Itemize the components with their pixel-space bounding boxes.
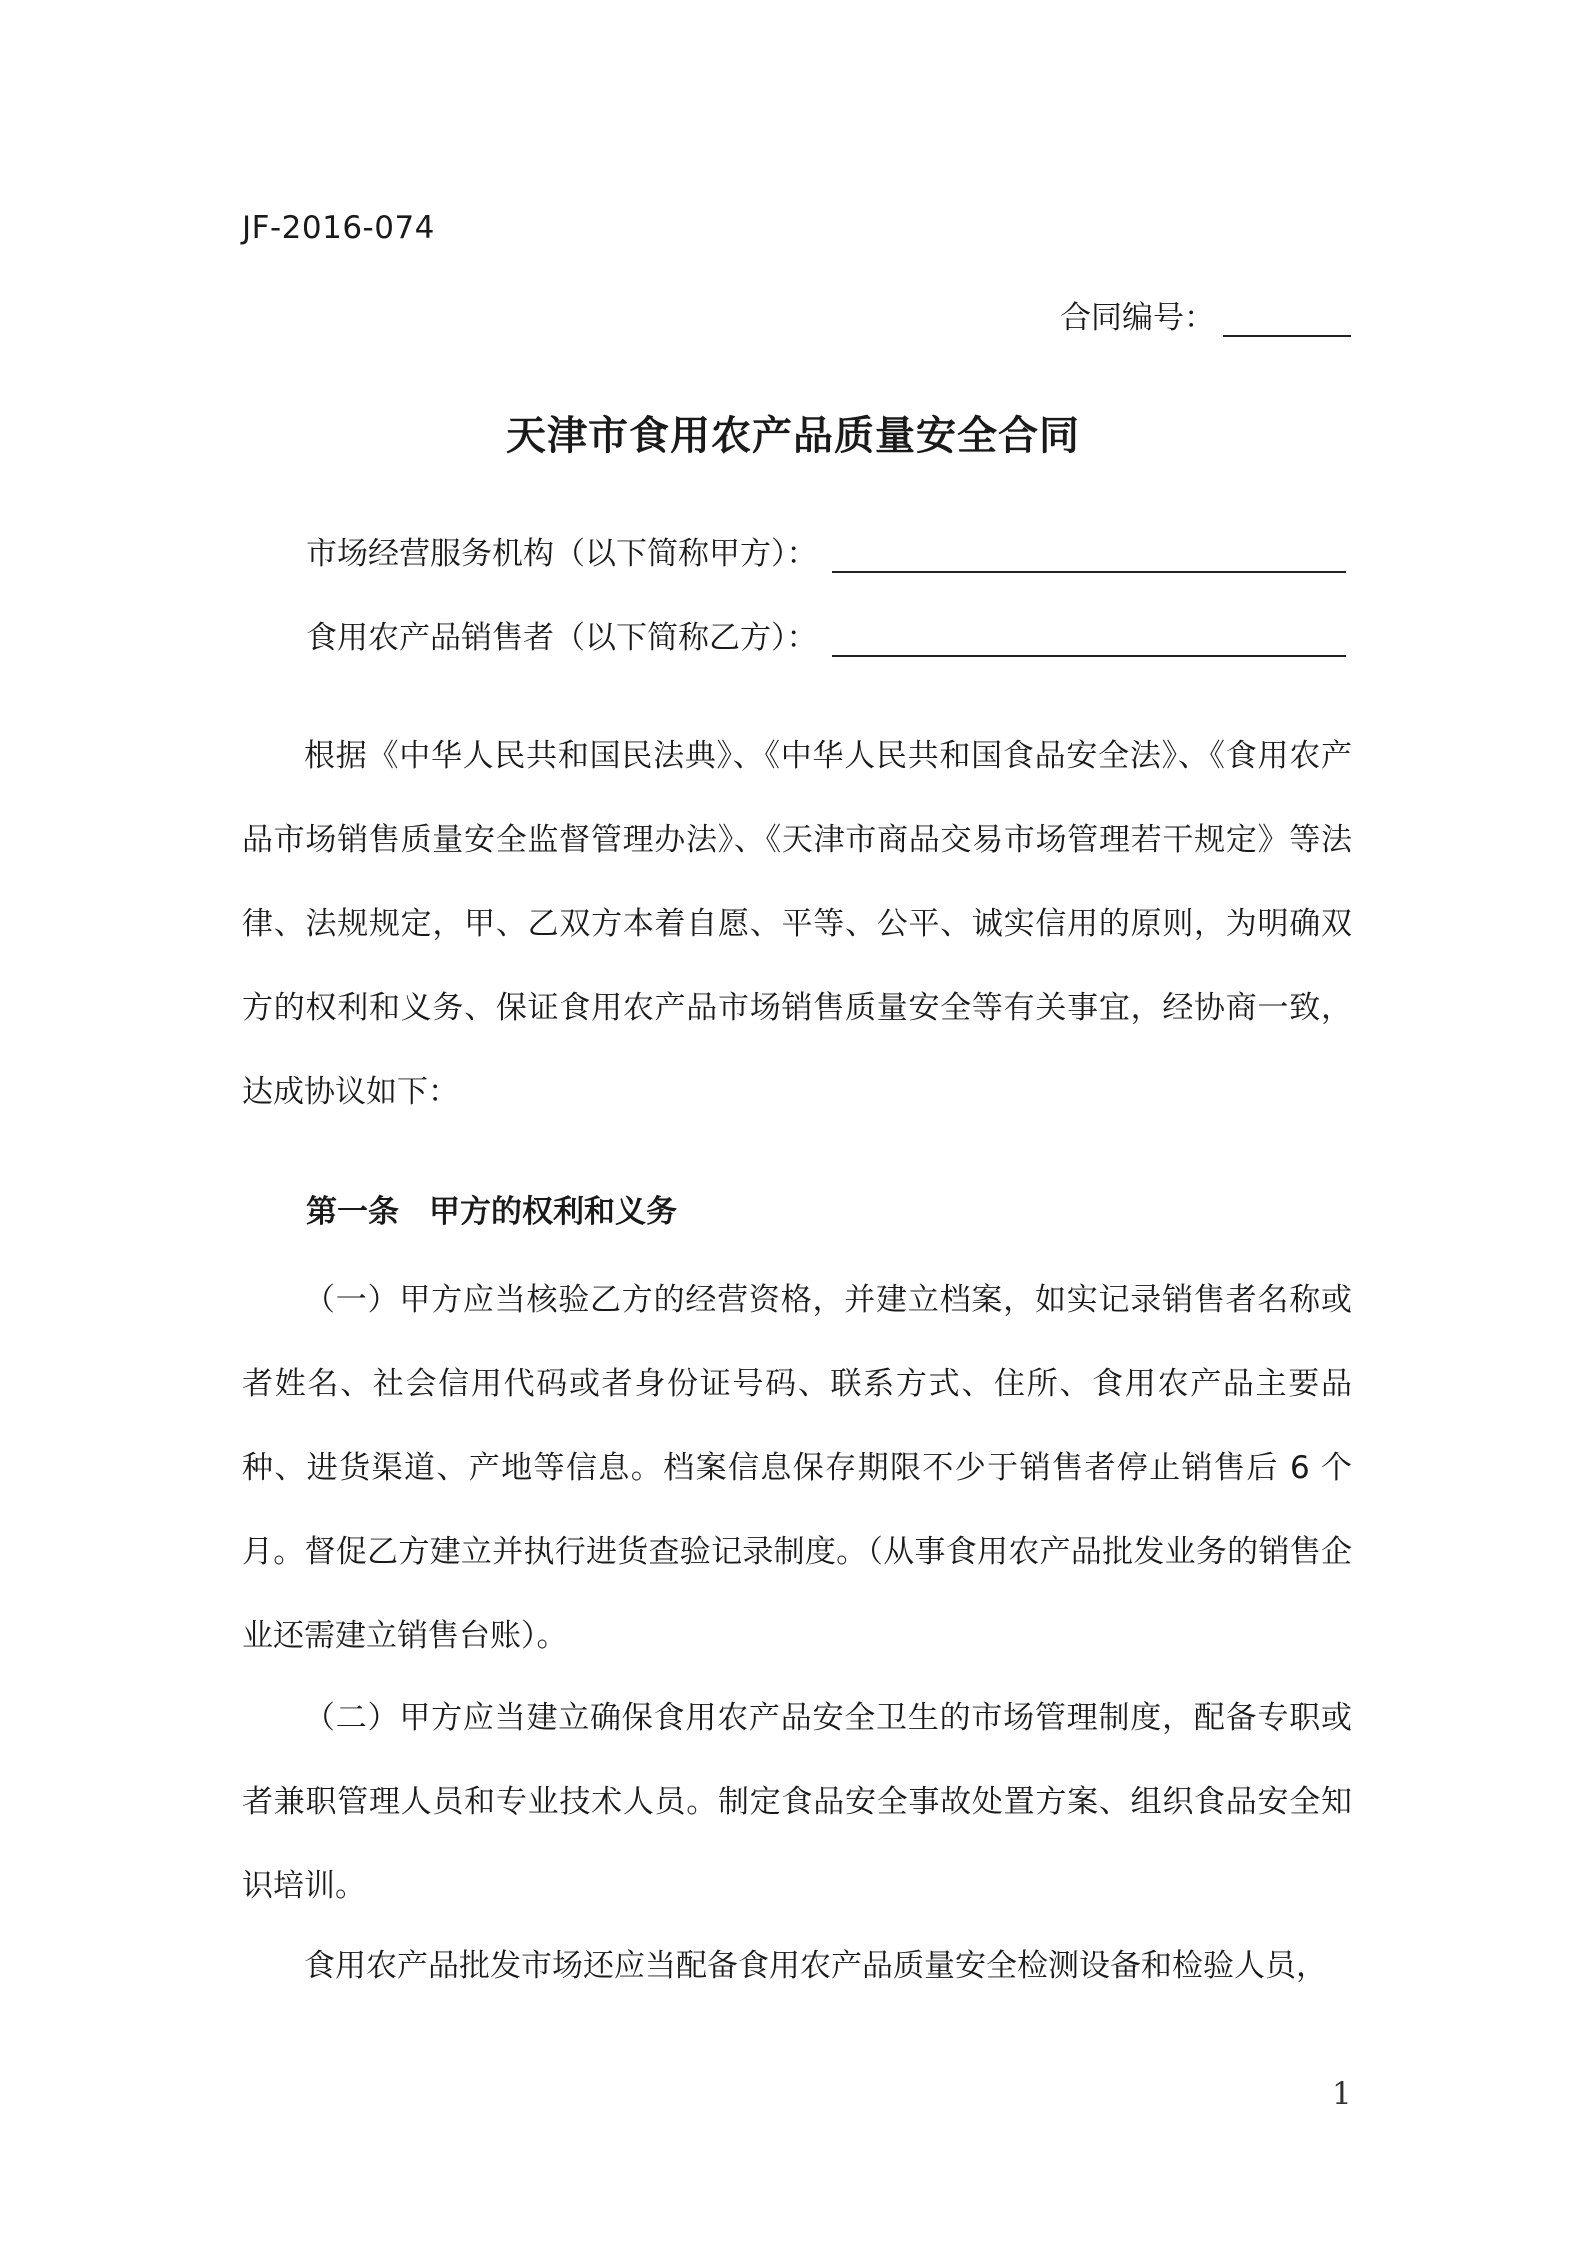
clause-1-paragraph: （一）甲方应当核验乙方的经营资格，并建立档案，如实记录销售者名称或者姓名、社会信用代码或者身份证号码、联系方式、住所、食用农产品主要品种、进货渠道、产地等信息。档案信息保存期限不少于销售者停止销售后 6 个月。督促乙方建立并执行进货查验记录制度。（从事食用农产品批发业务的销售企业还需建立销售台账）。: [242, 1282, 1352, 1654]
party-a-field: [306, 528, 1346, 573]
contract-number-field: [1060, 292, 1351, 337]
party-a-blank: [832, 535, 1346, 573]
party-b-label: 食用农产品销售者（以下简称乙方）：: [306, 620, 818, 656]
clause-2-paragraph: （二）甲方应当建立确保食用农产品安全卫生的市场管理制度，配备专职或者兼职管理人员和专业技术人员。制定食品安全事故处置方案、组织食品安全知识培训。: [242, 1700, 1352, 1904]
party-b-field: [306, 612, 1346, 657]
intro-paragraph: 根据《中华人民共和国民法典》、《中华人民共和国食品安全法》、《食用农产品市场销售质量安全监督管理办法》、《天津市商品交易市场管理若干规定》等法律、法规规定，甲、乙双方本着自愿、平等、公平、诚实信用的原则，为明确双方的权利和义务、保证食用农产品市场销售质量安全等有关事宜，经协商一致，达成协议如下：: [242, 738, 1352, 1110]
clause-3-paragraph: 食用农产品批发市场还应当配备食用农产品质量安全检测设备和检验人员，: [304, 1948, 1327, 1984]
article-1-title: 甲方的权利和义务: [429, 1194, 677, 1230]
page-number: 1: [1332, 2076, 1352, 2112]
document-code: JF-2016-074: [242, 210, 435, 246]
contract-number-label: 合同编号：: [1060, 300, 1215, 336]
party-a-label: 市场经营服务机构（以下简称甲方）：: [306, 536, 818, 572]
document-title: 天津市食用农产品质量安全合同: [506, 413, 1080, 459]
article-1-number: 第一条: [306, 1194, 399, 1230]
party-b-blank: [832, 619, 1346, 657]
article-1-heading: [306, 1186, 677, 1231]
contract-number-blank: [1223, 299, 1351, 337]
